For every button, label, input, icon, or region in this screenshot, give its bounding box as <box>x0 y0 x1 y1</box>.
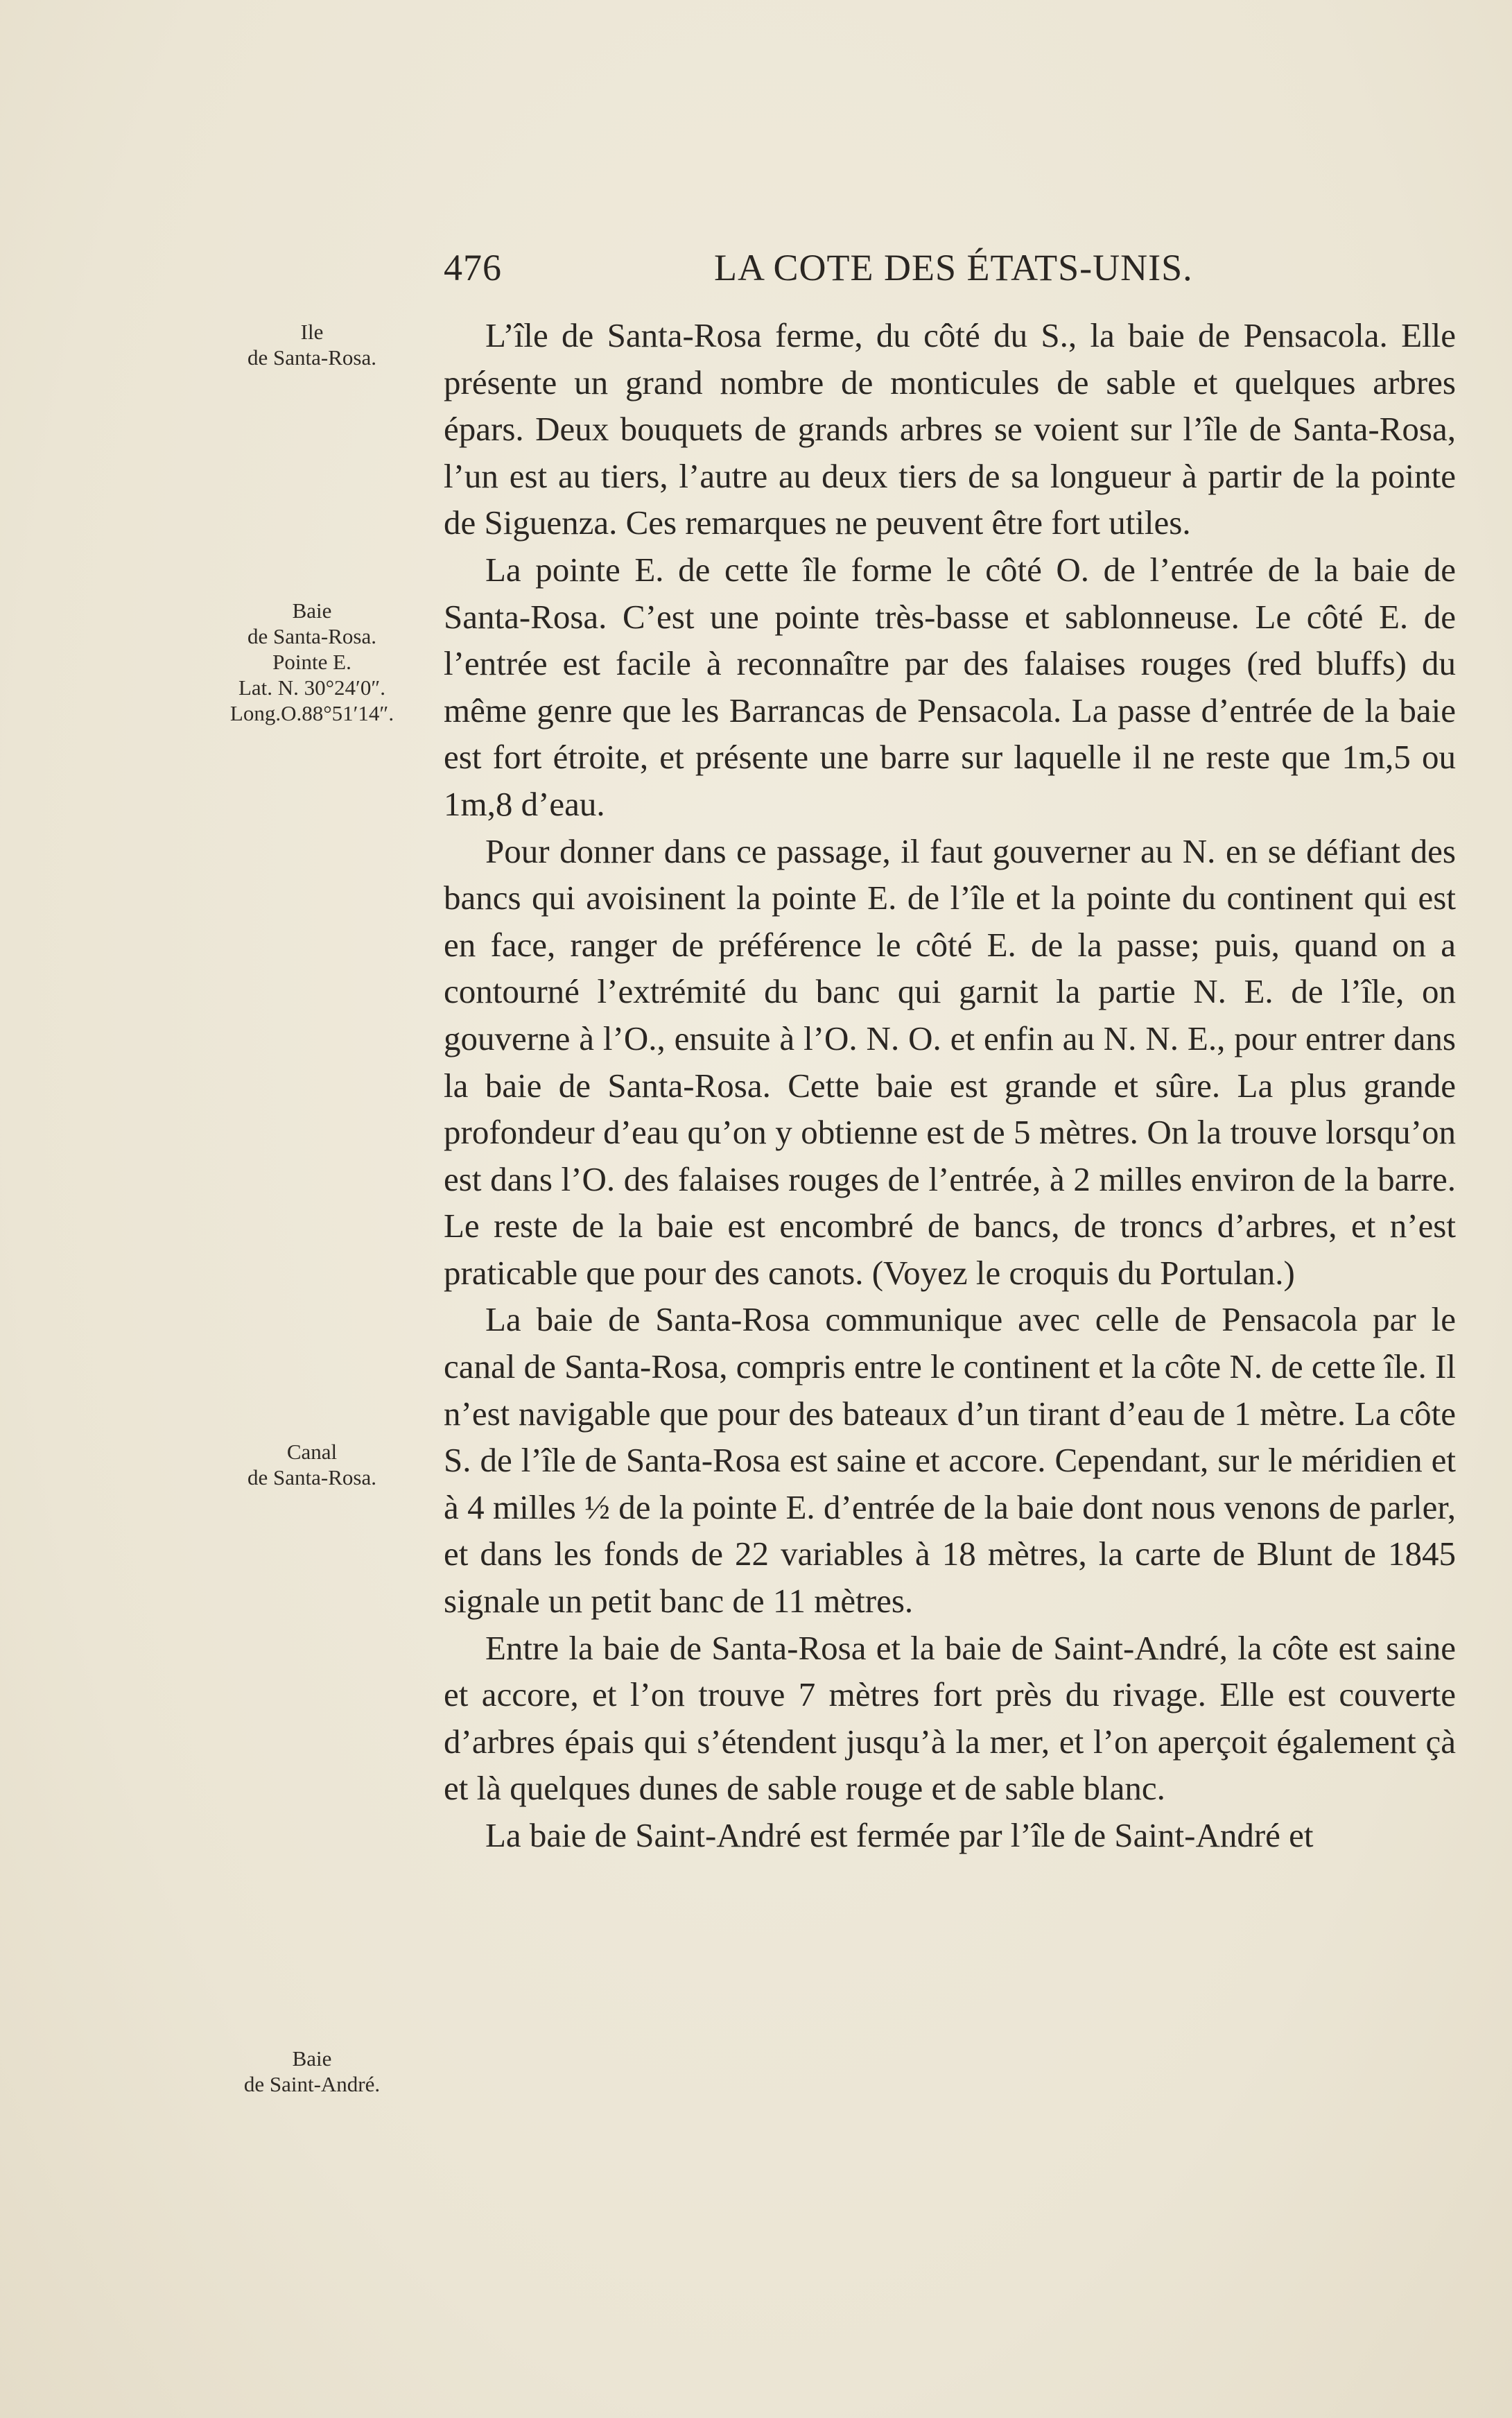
paragraph: Pour donner dans ce passage, il faut gouverner au N. en se défiant des bancs qui avoisinent la pointe E. de l’île et la pointe du continent qui est en face, ranger de préférence le côté E. de la passe; puis, quand on a contourné l’extrémité du banc qui garnit la partie N. E. de l’île, on gouverne à l’O., ensuite à l’O. N. O. et enfin au N. N. E., pour entrer dans la baie de Santa-Rosa. Cette baie est grande et sûre. La plus grande profondeur d’eau qu’on y obtienne est de 5 mètres. On la trouve lorsqu’on est dans l’O. des falaises rouges de l’entrée, à 2 milles environ de la barre. Le reste de la baie est encombré de bancs, de troncs d’arbres, et n’est praticable que pour des canots. (Voyez le croquis du Portulan.) <box>444 831 1456 1292</box>
margin-note-ile-santa-rosa <box>208 319 416 370</box>
running-title: LA COTE DES ÉTATS-UNIS. <box>714 247 1193 288</box>
margin-note-line: Lat. N. 30°24′0″. <box>238 675 386 700</box>
page-number: 476 <box>444 247 502 288</box>
paragraph: La baie de Santa-Rosa communique avec celle de Pensacola par le canal de Santa-Rosa, compris entre le continent et la côte N. de cette île. Il n’est navigable que pour des bateaux d’un tirant d’eau de 1 mètre. La côte S. de l’île de Santa-Rosa est saine et accore. Cependant, sur le méridien et à 4 milles ½ de la pointe E. d’entrée de la baie dont nous venons de parler, et dans les fonds de 22 variables à 18 mètres, la carte de Blunt de 1845 signale un petit banc de 11 mètres. <box>444 1300 1456 1621</box>
paragraph: L’île de Santa-Rosa ferme, du côté du S., la baie de Pensacola. Elle présente un grand nombre de monticules de sable et quelques arbres épars. Deux bouquets de grands arbres se voient sur l’île de Santa-Rosa, l’un est au tiers, l’autre au deux tiers de sa longueur à partir de la pointe de Siguenza. Ces remarques ne peuvent être fort utiles. <box>444 316 1456 542</box>
margin-note-line: Pointe E. <box>272 650 351 674</box>
margin-note-line: Long.O.88°51′14″. <box>229 701 394 725</box>
paragraph: La baie de Saint-André est fermée par l’île de Saint-André et <box>485 1816 1314 1854</box>
margin-note-baie-santa-rosa <box>208 598 416 726</box>
margin-note-line: de Santa-Rosa. <box>247 1465 376 1489</box>
margin-note-line: de Saint-André. <box>243 2072 381 2096</box>
margin-note-line: de Santa-Rosa. <box>247 624 376 648</box>
margin-note-line: Baie <box>292 2046 332 2071</box>
margin-note-line: Canal <box>286 1440 338 1464</box>
page-header <box>444 246 1452 295</box>
margin-note-baie-saint-andre <box>208 2046 416 2097</box>
margin-note-line: Ile <box>300 320 324 344</box>
margin-note-canal-santa-rosa <box>208 1439 416 1490</box>
paragraph: Entre la baie de Santa-Rosa et la baie de Saint-André, la côte est saine et accore, et l’on trouve 7 mètres fort près du rivage. Elle est couverte d’arbres épais qui s’étendent jusqu’à la mer, et l’on aperçoit également çà et là quelques dunes de sable rouge et de sable blanc. <box>444 1628 1456 1808</box>
body-text <box>444 312 1456 1859</box>
margin-note-line: Baie <box>292 598 332 623</box>
margin-note-line: de Santa-Rosa. <box>247 345 376 370</box>
paragraph: La pointe E. de cette île forme le côté O. de l’entrée de la baie de Santa-Rosa. C’est une pointe très-basse et sablonneuse. Le côté E. de l’entrée est facile à reconnaître par des falaises rouges (red bluffs) du même genre que les Barrancas de Pensacola. La passe d’entrée de la baie est fort étroite, et présente une barre sur laquelle il ne reste que 1m,5 ou 1m,8 d’eau. <box>444 550 1456 823</box>
